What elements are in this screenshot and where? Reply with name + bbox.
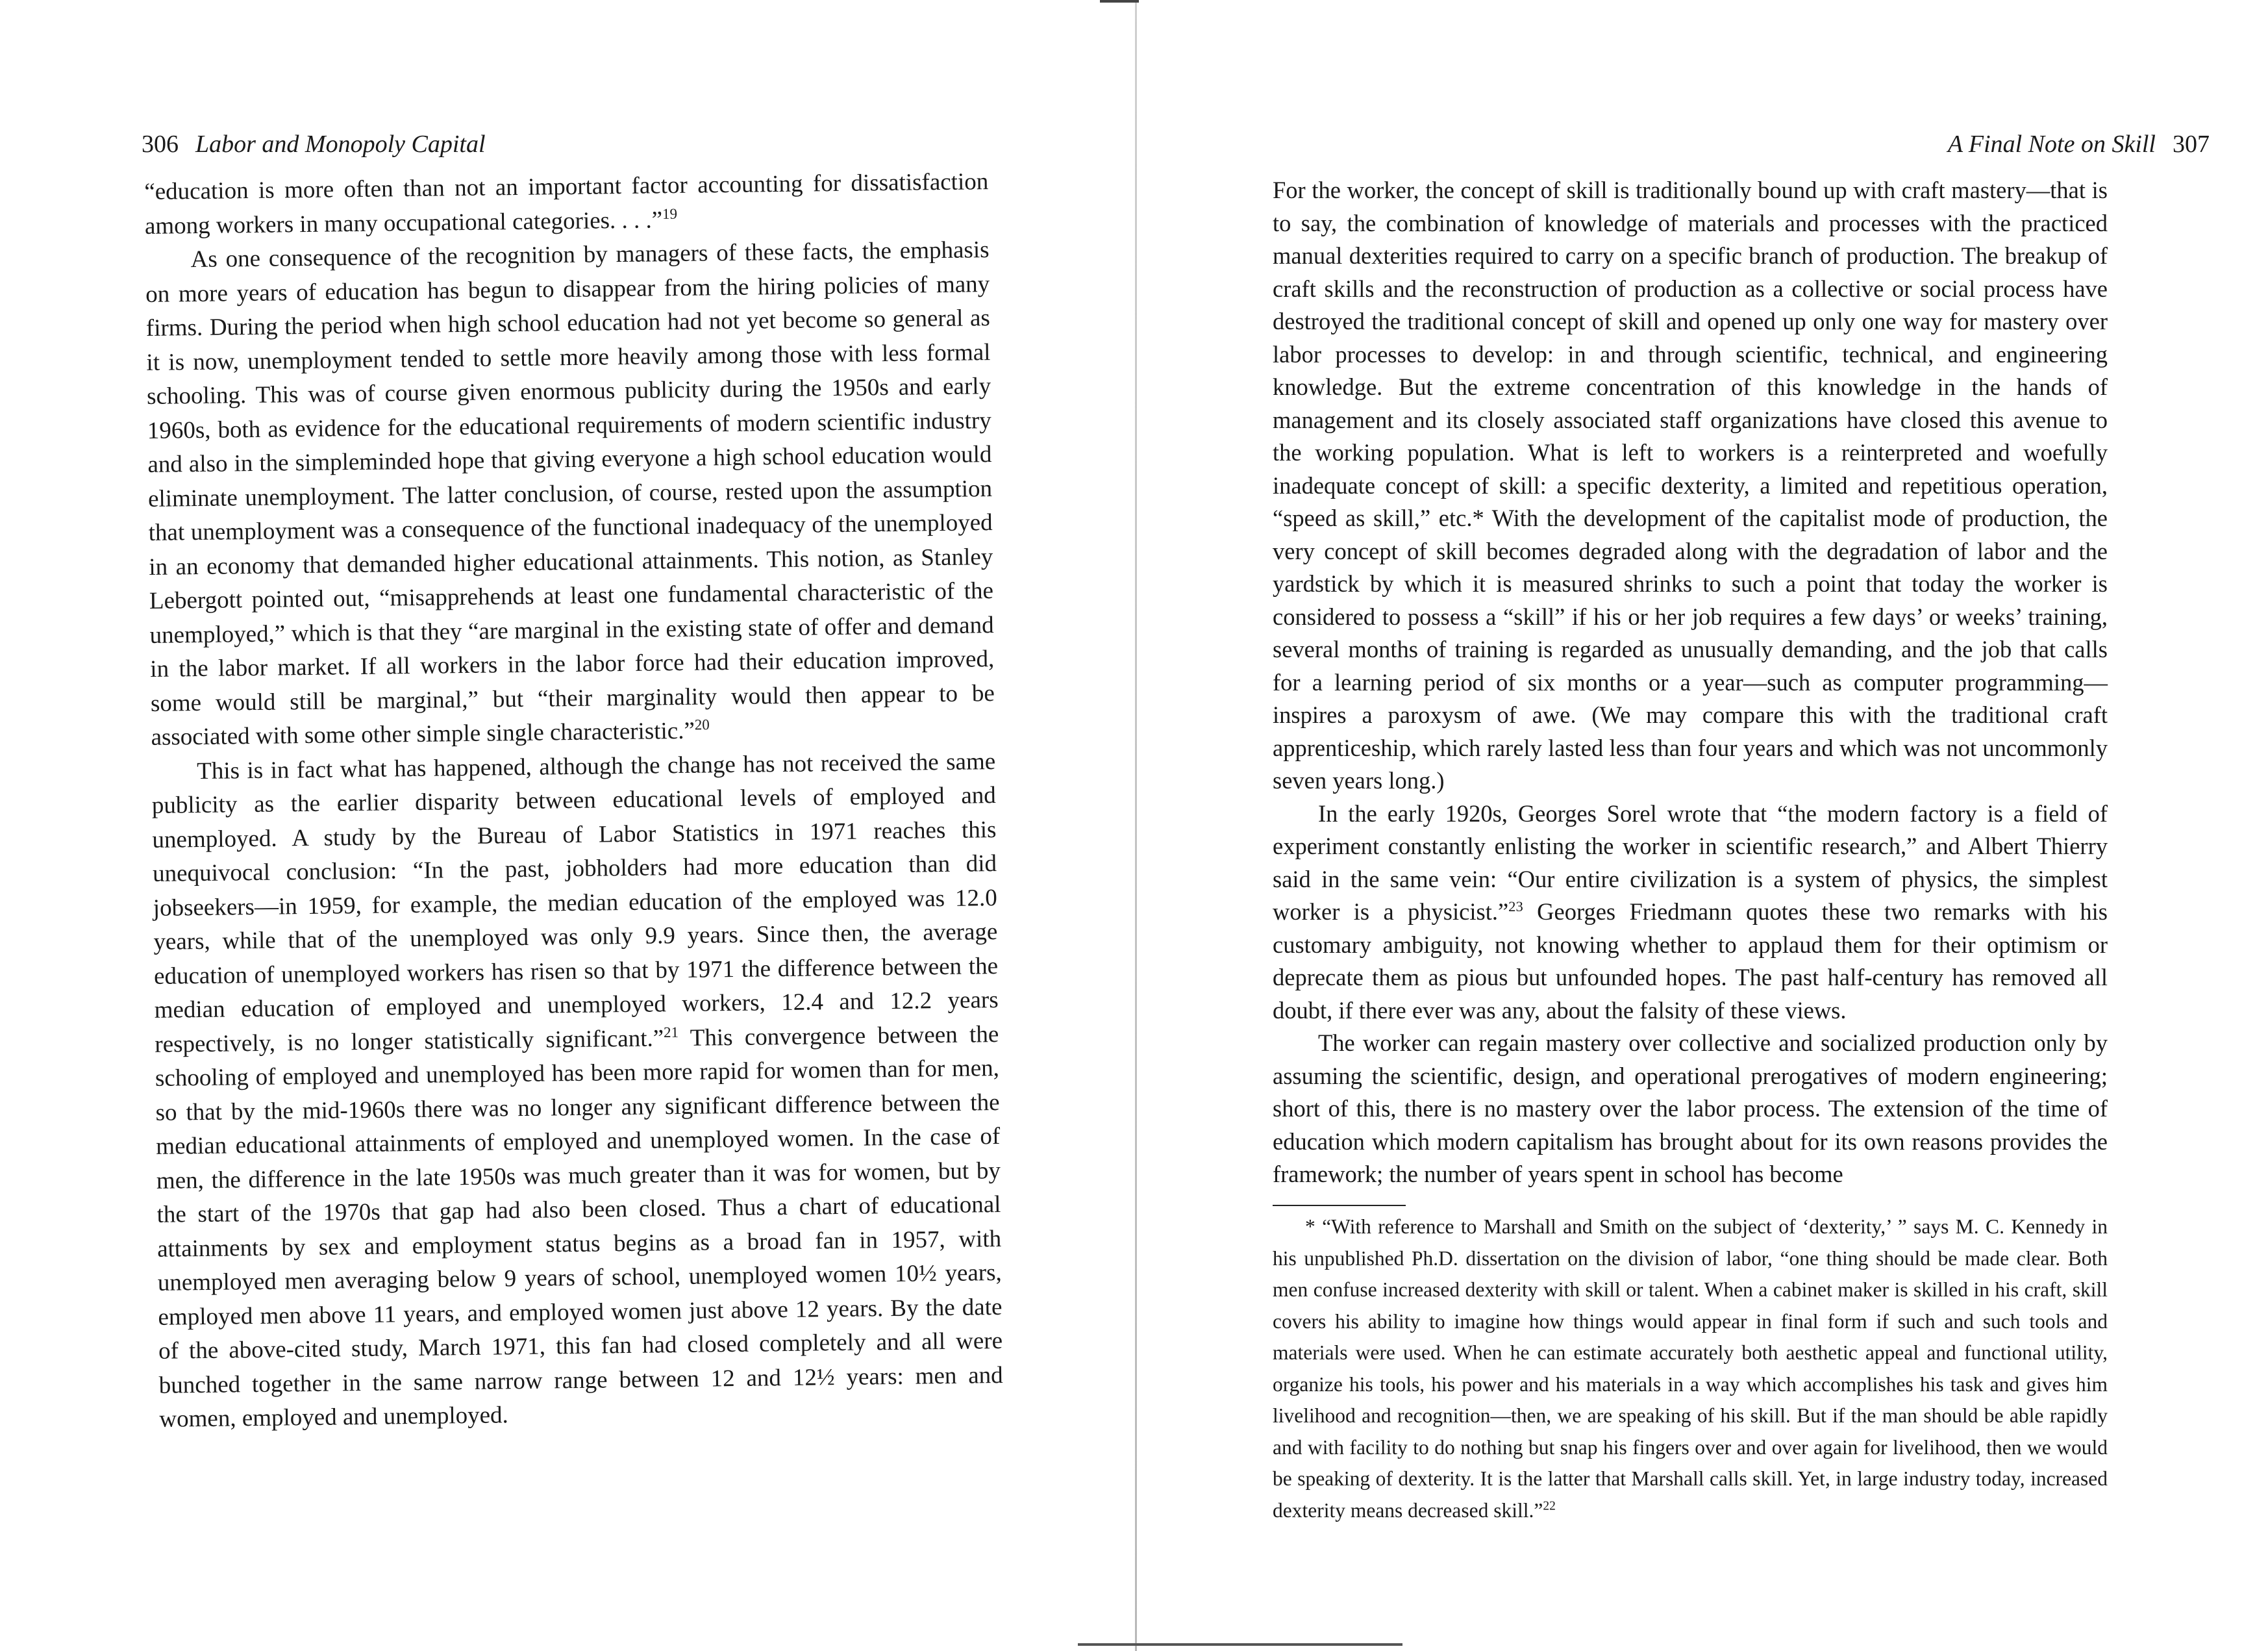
footnote-rule [1273, 1205, 1406, 1206]
note-ref: 23 [1508, 898, 1523, 914]
paragraph: For the worker, the concept of skill is traditionally bound up with craft mastery—that is to say, the combination of knowledge of materials and processes with the practiced manual dexterities required to carry on a specific branch of production. The breakup of craft skills and the reconstruction of production as a collective or social process have destroyed the traditional concept of skill and opened up only one way for mastery over labor processes to develop: in and through scientific, technical, and engineering knowledge. But the extreme concentration of this knowledge in the hands of management and its closely associated staff organizations have closed this avenue to the working population. What is left to workers is a reinterpreted and woefully inadequate concept of skill: a specific dexterity, a limited and repetitious operation, “speed as skill,” etc.* With the development of the capitalist mode of production, the very concept of skill becomes degraded along with the degradation of labor and the yardstick by which it is measured shrinks to such a point that today the worker is considered to possess a “skill” if his or her job requires a few days’ or weeks’ training, several months of training is regarded as unusually demanding, and the job that calls for a learning period of six months or a year—such as computer programming—inspires a paroxysm of awe. (We may compare this with the traditional craft apprenticeship, which rarely lasted less than four years and which was not uncommonly seven years long.) [1273, 177, 2108, 794]
paragraph: The worker can regain mastery over collective and socialized production only by assuming the scientific, design, and operational prerogatives of modern engineering; short of this, there is no mastery over the labor process. The extension of the time of education which modern capitalism has brought about for its own reasons provides the framework; the number of years spent in school has become [1273, 1029, 2108, 1187]
paragraph: In the early 1920s, Georges Sorel wrote that “the modern factory is a field of experiment constantly enlisting the worker in scientific research,” and Albert Thierry said in the same vein: “Our entire civilization is a system of physics, the simplest worker is a physicist.”$^{23}$ Georges Friedmann quotes these two remarks with his customary ambiguity, not knowing whether to applaud them for their optimism or deprecate them as pious but unfounded hopes. The past half-century has removed all doubt, if there ever was any, about the falsity of these views. [1273, 800, 2108, 1024]
note-ref: 21 [663, 1024, 679, 1040]
note-ref: 20 [694, 716, 710, 733]
paragraph: This is in fact what has happened, although the change has not received the same publicity as the earlier disparity between educational levels of employed and unemployed. A study by the Bureau of Labor Statistics in 1971 reaches this unequivocal conclusion: “In the past, jobholders had more education than did jobseekers—in 1959, for example, the median education of the employed was 12.0 years, while that of the unemployed was only 9.9 years. Since then, the average education of unemployed workers has risen so that by 1971 the difference between the median education of employed and unemployed workers, 12.4 and 12.2 years respectively, is no longer statistically significant.”$^{21}$ This convergence between the schooling of employed and unemployed has been more rapid for women than for men, so that by the mid-1960s there was no longer any significant difference between the median educational attainments of employed and unemployed women. In the case of men, the difference in the late 1950s was much greater than it was for women, but by the start of the 1970s that gap had also been closed. Thus a chart of educational attainments by sex and employment status begins as a broad fan in 1957, with unemployed men averaging below 9 years of school, unemployed women 10½ years, employed men above 11 years, and employed women just above 12 years. By the date of the above-cited study, March 1971, this fan had closed completely and all were bunched together in the same narrow range between 12 and 12½ years: men and women, employed and unemployed. [151, 748, 1003, 1433]
paragraph: “education is more often than not an important factor accounting for dissatisfaction among workers in many occupational categories. . . .”$^{19}$ [144, 168, 989, 240]
footnote: * “With reference to Marshall and Smith on the subject of ‘dexterity,’ ” says M. C. Kennedy in his unpublished Ph.D. dissertation on the division of labor, “one thing should be made clear. Both men confuse increased dexterity with skill or talent. When a cabinet maker is skilled in his craft, skill covers his ability to imagine how things would appear in final form if such and such tools and materials were used. When he can estimate accurately both aesthetic appeal and functional utility, organize his tools, his power and his materials in a way which accomplishes his task and gives him livelihood and recognition—then, we are speaking of his skill. But if the man should be able rapidly and with facility to do nothing but snap his fingers over and over again for livelihood, then we would be speaking of dexterity. It is the latter that Marshall calls skill. Yet, in large industry today, increased dexterity means decreased skill.”$^{22}$ [1273, 1215, 2108, 1522]
left-running-title: Labor and Monopoly Capital [195, 131, 486, 158]
left-body-text [144, 165, 1004, 1437]
right-running-title: A Final Note on Skill [1947, 131, 2156, 158]
paragraph: As one consequence of the recognition by managers of these facts, the emphasis on more years of education has begun to disappear from the hiring policies of many firms. During the period when high school education had not yet become so general as it is now, unemployment tended to settle more heavily among those with less formal schooling. This was of course given enormous publicity during the 1950s and early 1960s, both as evidence for the educational requirements of modern scientific industry and also in the simpleminded hope that giving everyone a high school education would eliminate unemployment. The latter conclusion, of course, rested upon the assumption that unemployment was a consequence of the functional inadequacy of the unemployed in an economy that demanded higher educational attainments. This notion, as Stanley Lebergott pointed out, “misapprehends at least one fundamental characteristic of the unemployed,” which is that they “are marginal in the existing state of offer and demand in the labor market. If all workers in the labor force had their education improved, some would still be marginal,” but “their marginality would then appear to be associated with some other simple single characteristic.”$^{20}$ [145, 236, 995, 751]
left-running-head [142, 130, 486, 158]
note-ref: 19 [662, 205, 678, 222]
right-running-head [1948, 130, 2210, 158]
right-page [1136, 0, 2268, 1651]
right-body-text [1273, 174, 2108, 1191]
right-page-number: 307 [2173, 131, 2210, 158]
left-page-number: 306 [142, 131, 179, 158]
note-ref: 22 [1543, 1499, 1556, 1513]
